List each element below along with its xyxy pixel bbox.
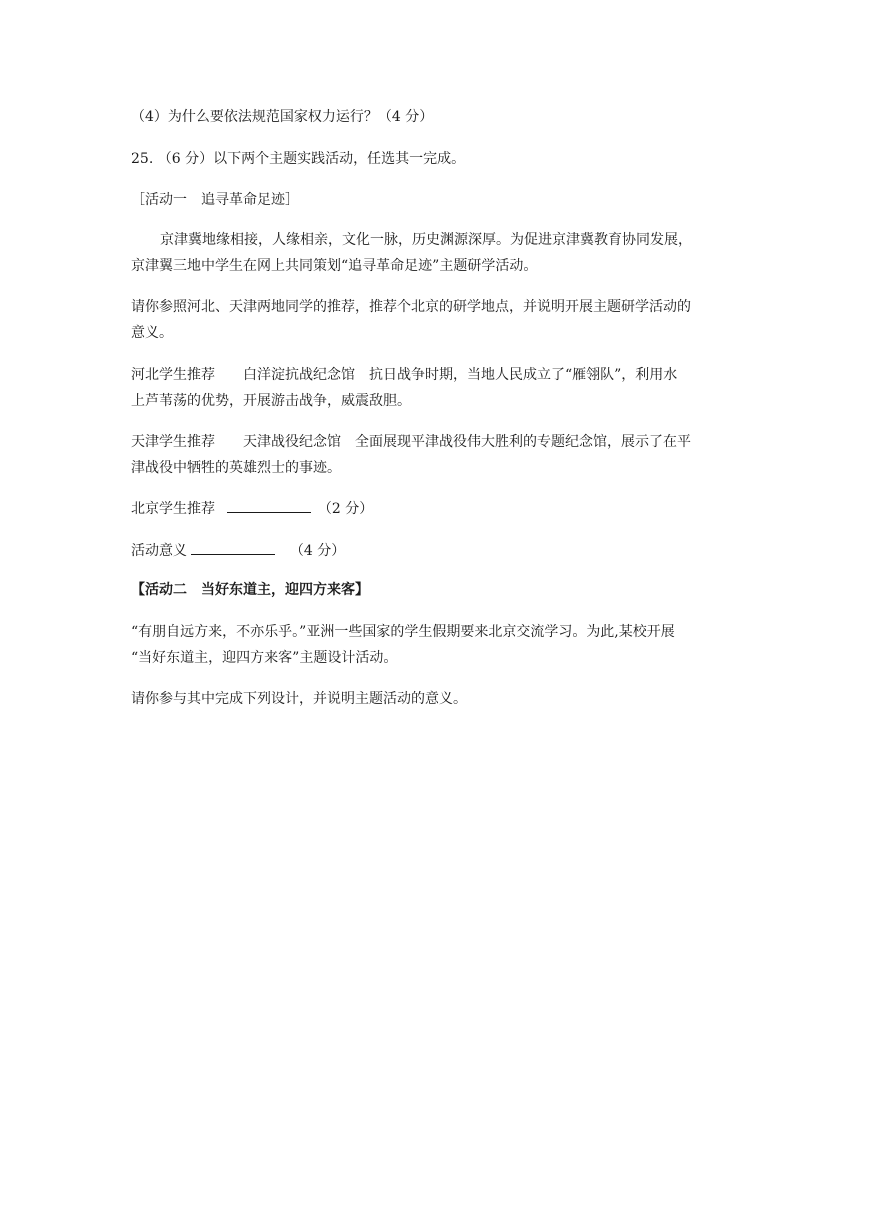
activity1-paragraph2-line2: 意义。	[131, 325, 173, 341]
activity-meaning-row	[131, 540, 345, 561]
activity2-paragraph1-line2: “当好东道主，迎四方来客”主题设计活动。	[131, 650, 398, 666]
activity1-paragraph2-line1: 请你参照河北、天津两地同学的推荐，推荐个北京的研学地点，并说明开展主题研学活动的	[131, 299, 691, 315]
hebei-recommendation-line1: 河北学生推荐 白洋淀抗战纪念馆 抗日战争时期，当地人民成立了“雁翎队”，利用水	[131, 367, 678, 383]
activity1-paragraph1-line2: 京津翼三地中学生在网上共同策划“追寻革命足迹”主题研学活动。	[131, 258, 538, 274]
activity1-heading: ［活动一 追寻革命足迹］	[131, 192, 299, 208]
beijing-answer-blank[interactable]	[227, 498, 311, 513]
beijing-recommendation-label: 北京学生推荐	[131, 501, 215, 517]
beijing-recommendation-row	[131, 498, 373, 519]
activity-meaning-label: 活动意义	[131, 543, 187, 559]
tianjin-recommendation-line1: 天津学生推荐 天津战役纪念馆 全面展现平津战役伟大胜利的专题纪念馆，展示了在平	[131, 434, 691, 450]
question-4: （4）为什么要依法规范国家权力运行？（4 分）	[131, 109, 434, 125]
activity2-paragraph2: 请你参与其中完成下列设计，并说明主题活动的意义。	[131, 691, 467, 707]
meaning-score: （4 分）	[289, 543, 346, 559]
activity2-heading: 【活动二 当好东道主，迎四方来客】	[131, 582, 369, 598]
activity1-paragraph1-line1: 京津冀地缘相接，人缘相亲，文化一脉，历史渊源深厚。为促进京津冀教育协同发展，	[160, 232, 692, 248]
tianjin-recommendation-line2: 津战役中牺牲的英雄烈士的事迹。	[131, 460, 341, 476]
meaning-answer-blank[interactable]	[191, 540, 275, 555]
beijing-score: （2 分）	[317, 501, 374, 517]
hebei-recommendation-line2: 上芦苇荡的优势，开展游击战争，威震敌胆。	[131, 393, 411, 409]
activity2-paragraph1-line1: “有朋自远方来，不亦乐乎。”亚洲一些国家的学生假期要来北京交流学习。为此,某校开展	[131, 624, 675, 640]
question-25-intro: 25. （6 分）以下两个主题实践活动，任选其一完成。	[131, 151, 466, 167]
